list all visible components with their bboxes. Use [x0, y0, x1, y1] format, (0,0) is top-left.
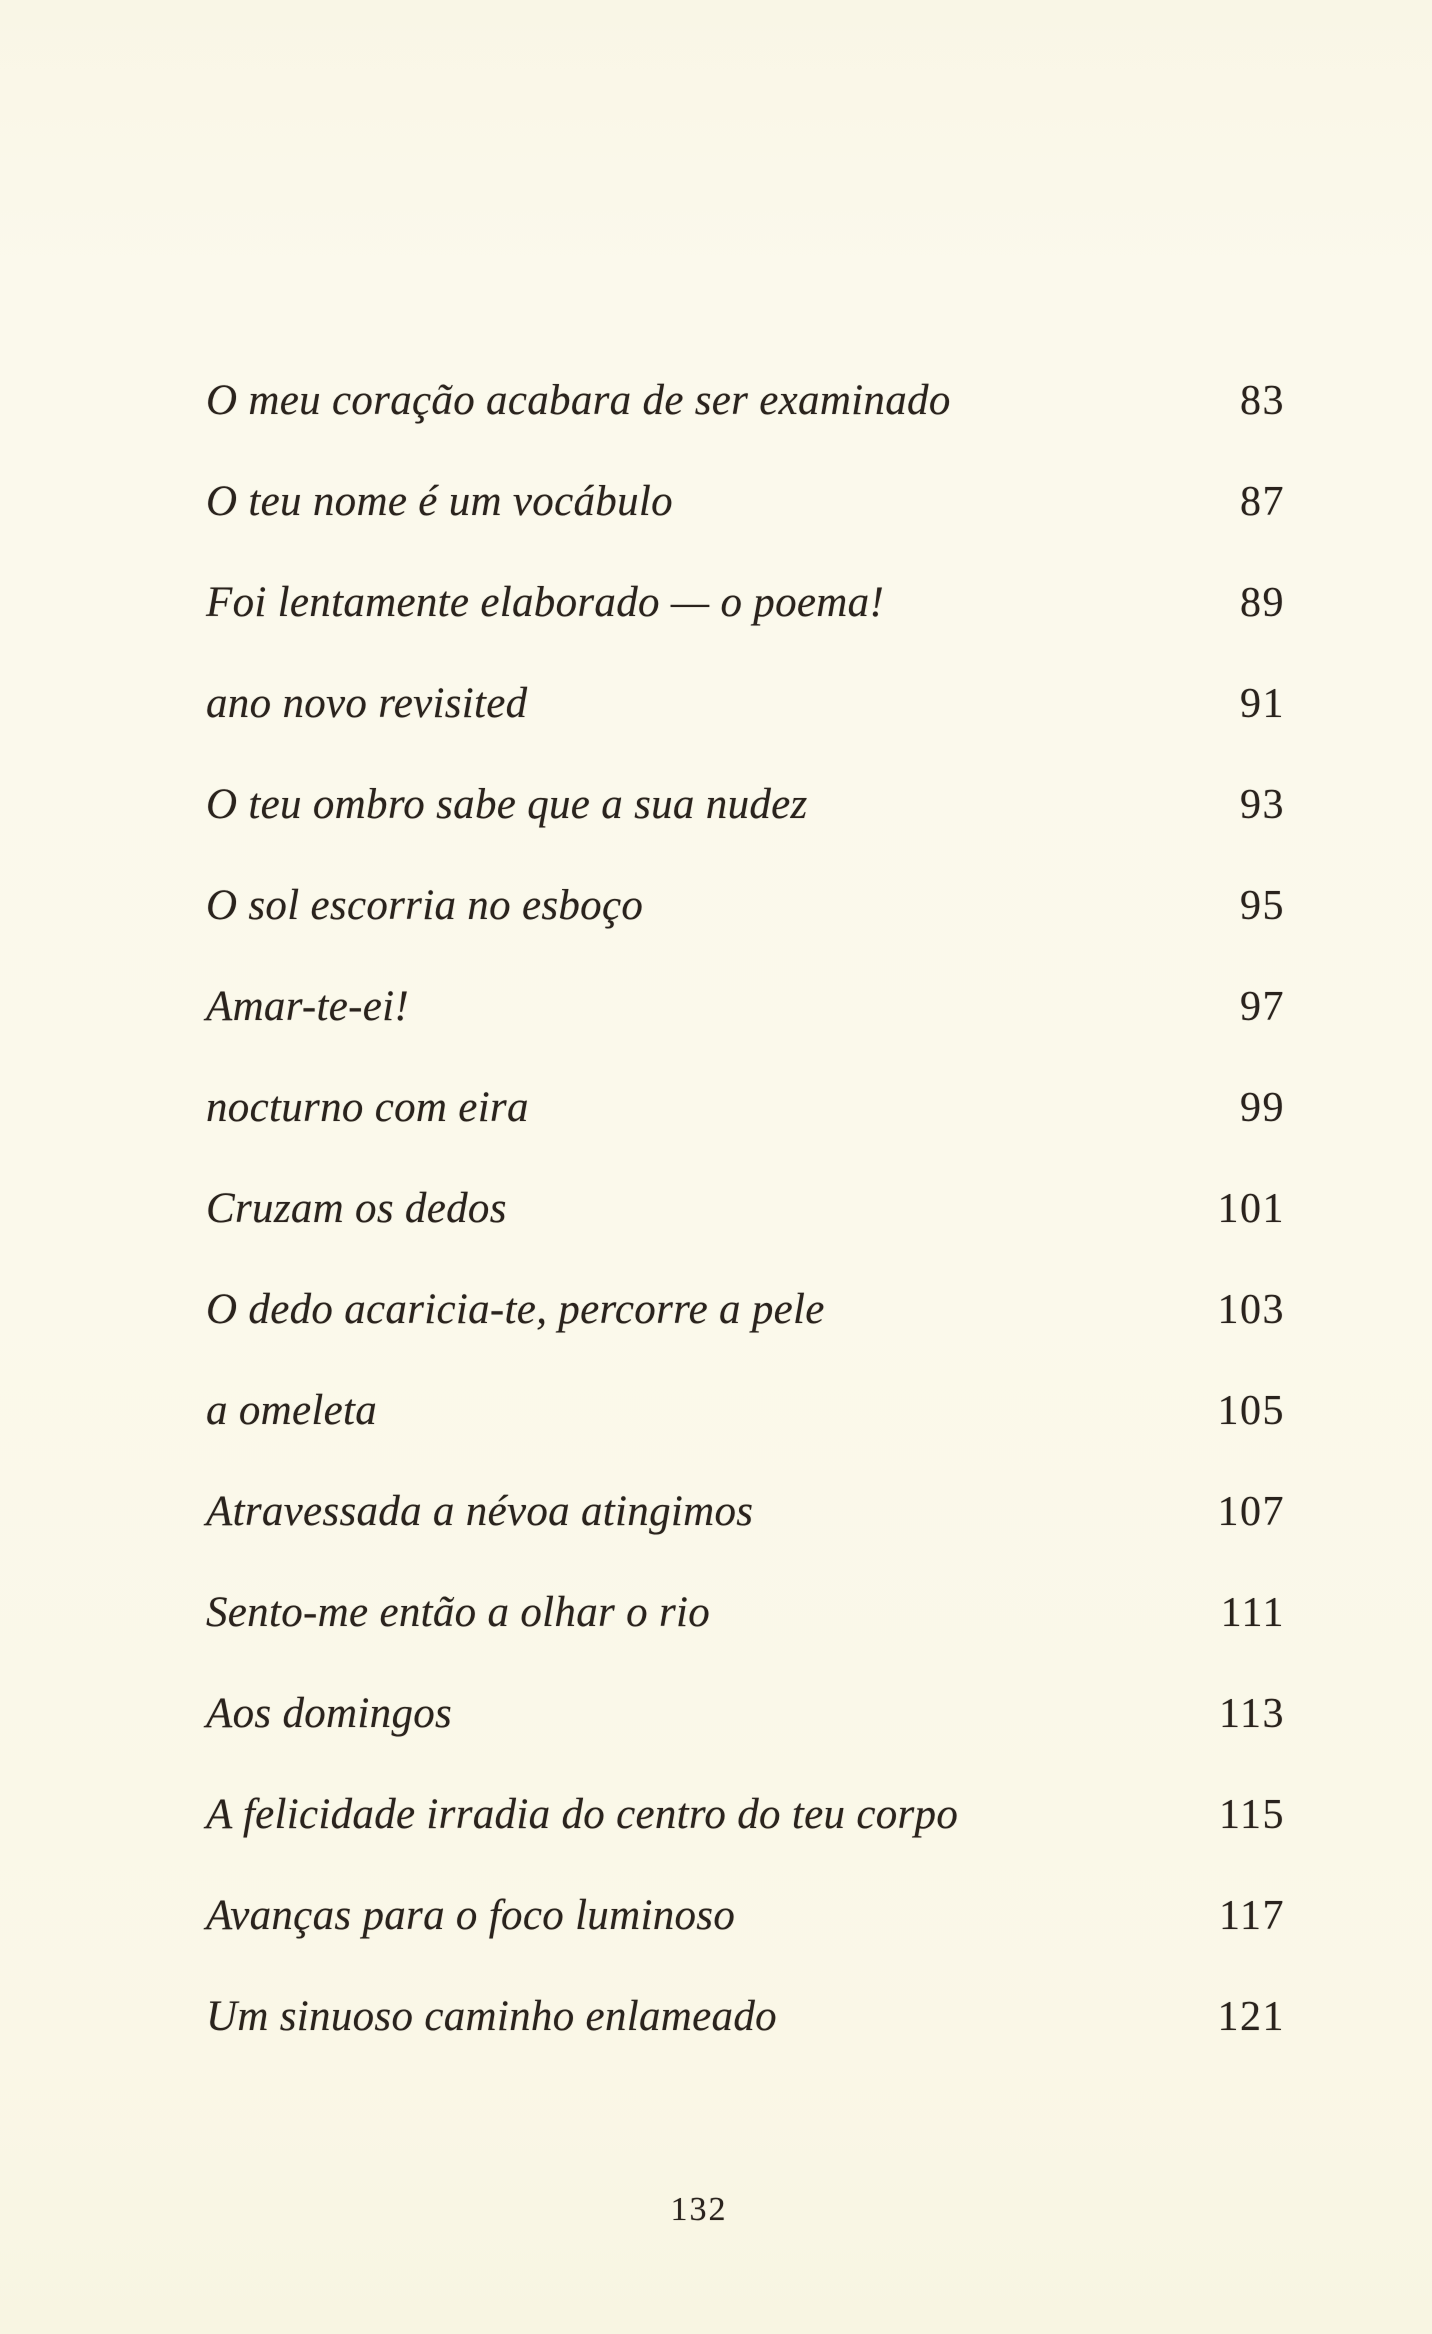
toc-entry-page-number: 107 [1217, 1488, 1285, 1535]
toc-entry-page-number: 103 [1217, 1286, 1285, 1333]
toc-entry-page-number: 117 [1219, 1892, 1285, 1939]
toc-entry [206, 1461, 1285, 1562]
toc-entry-page-number: 115 [1219, 1791, 1285, 1838]
toc-entry-page-number: 93 [1240, 781, 1285, 828]
toc-entry-page-number: 101 [1217, 1185, 1285, 1232]
toc-entry-page-number: 111 [1220, 1589, 1285, 1636]
toc-entry-page-number: 87 [1240, 478, 1285, 525]
toc-entry [206, 1663, 1285, 1764]
toc-entry [206, 552, 1285, 653]
toc-entry-title: ano novo revisited [206, 680, 528, 727]
toc-entry-page-number: 99 [1240, 1084, 1285, 1131]
toc-entry [206, 1966, 1285, 2067]
toc-entry [206, 1057, 1285, 1158]
toc-entry [206, 1562, 1285, 1663]
toc-entry-title: A felicidade irradia do centro do teu corpo [206, 1791, 959, 1838]
toc-entry-page-number: 113 [1219, 1690, 1285, 1737]
folio-page-number: 132 [670, 2191, 728, 2228]
toc-entry-title: Sento-me então a olhar o rio [206, 1589, 711, 1636]
toc-entry [206, 350, 1285, 451]
toc-entry [206, 1360, 1285, 1461]
toc-entry-title: Avanças para o foco luminoso [206, 1892, 736, 1939]
toc-entry-title: nocturno com eira [206, 1084, 529, 1131]
toc-entry-page-number: 91 [1240, 680, 1285, 727]
toc-entry [206, 956, 1285, 1057]
toc-entry-title: O teu ombro sabe que a sua nudez [206, 781, 808, 828]
table-of-contents [206, 350, 1285, 2067]
toc-entry-page-number: 89 [1240, 579, 1285, 626]
toc-entry-page-number: 95 [1240, 882, 1285, 929]
toc-entry-title: O sol escorria no esboço [206, 882, 644, 929]
toc-entry [206, 1259, 1285, 1360]
toc-entry [206, 754, 1285, 855]
toc-entry-title: Aos domingos [206, 1690, 453, 1737]
toc-entry-title: O meu coração acabara de ser examinado [206, 377, 951, 424]
toc-entry-title: O teu nome é um vocábulo [206, 478, 673, 525]
toc-entry [206, 1158, 1285, 1259]
toc-entry-title: Atravessada a névoa atingimos [206, 1488, 754, 1535]
toc-entry-page-number: 97 [1240, 983, 1285, 1030]
toc-entry [206, 1764, 1285, 1865]
toc-entry-page-number: 105 [1217, 1387, 1285, 1434]
toc-entry-page-number: 83 [1240, 377, 1285, 424]
toc-entry-title: Amar-te-ei! [206, 983, 410, 1030]
toc-entry-page-number: 121 [1217, 1993, 1285, 2040]
toc-entry-title: O dedo acaricia-te, percorre a pele [206, 1286, 825, 1333]
toc-entry [206, 451, 1285, 552]
toc-entry-title: a omeleta [206, 1387, 378, 1434]
toc-entry-title: Um sinuoso caminho enlameado [206, 1993, 777, 2040]
toc-entry-title: Cruzam os dedos [206, 1185, 507, 1232]
toc-entry [206, 653, 1285, 754]
toc-entry [206, 855, 1285, 956]
toc-entry-title: Foi lentamente elaborado — o poema! [206, 579, 885, 626]
toc-entry [206, 1865, 1285, 1966]
